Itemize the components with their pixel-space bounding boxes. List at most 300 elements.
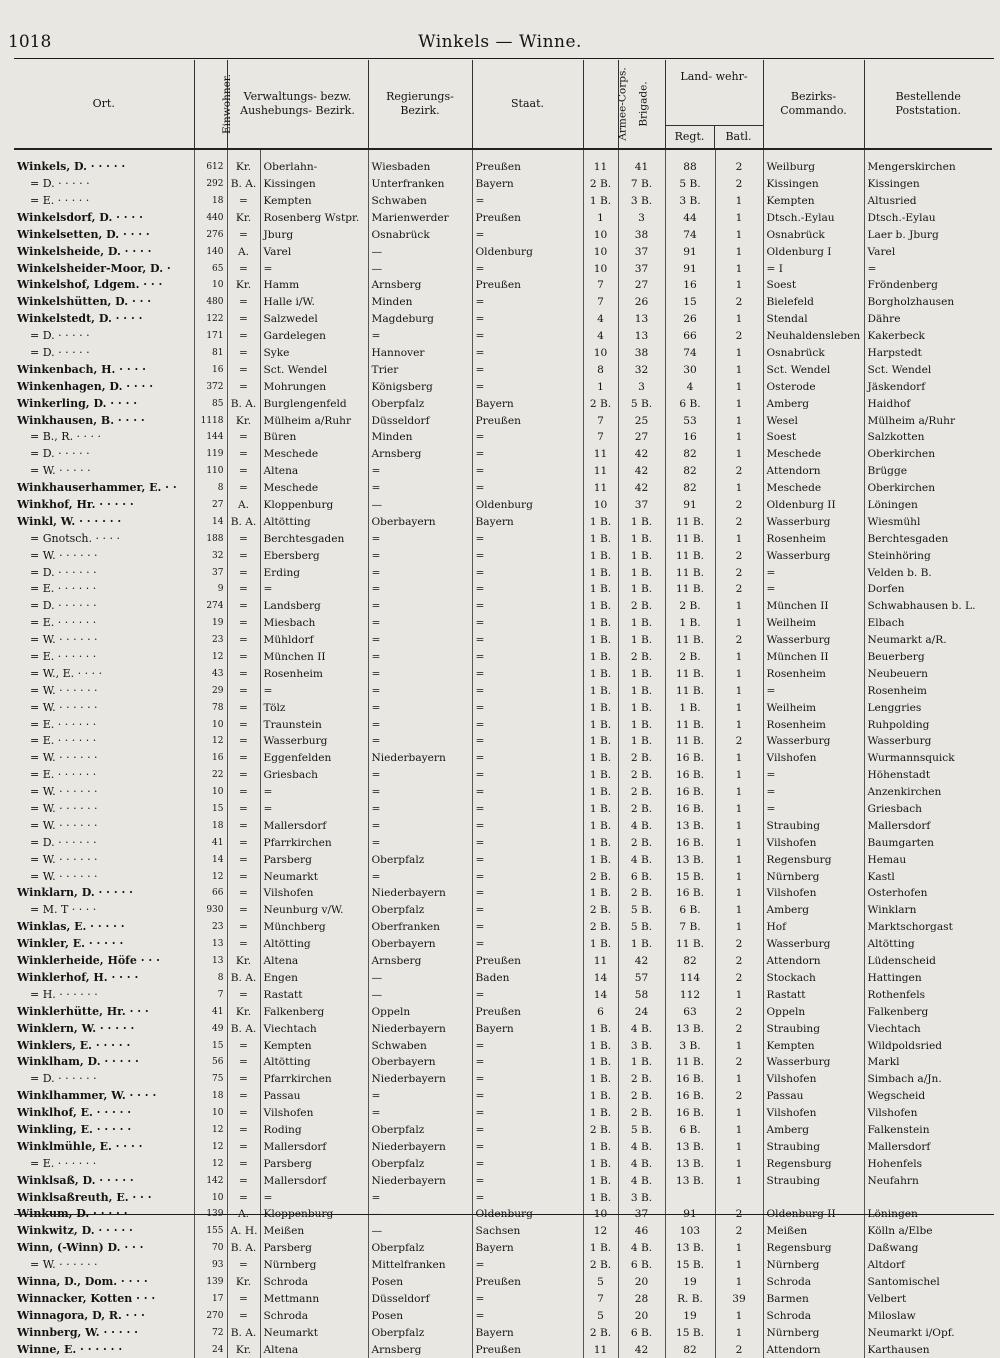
- table-row: [14, 784, 992, 801]
- cell-bezirkscommando: Soest: [763, 429, 864, 446]
- cell-verwaltung-art: =: [227, 1189, 260, 1206]
- cell-poststation: Borgholzhausen: [867, 296, 955, 309]
- table-row: [14, 1054, 992, 1071]
- table-row: [14, 1139, 992, 1156]
- cell-armee-corps: 1 B.: [583, 1139, 618, 1156]
- cell-brigade: 4 B.: [618, 818, 665, 835]
- cell-regierungsbezirk: Königsberg: [368, 379, 472, 396]
- cell-einwohner: 119: [194, 446, 227, 463]
- table-row: [14, 919, 992, 936]
- table-row: [14, 1037, 992, 1054]
- cell-landwehr-regt: 13 B.: [665, 852, 715, 869]
- cell-regierungsbezirk: Oberbayern: [368, 514, 472, 531]
- cell-poststation: Lenggries: [867, 701, 922, 714]
- cell-landwehr-batl: 1: [715, 227, 763, 244]
- cell-poststation: [864, 1189, 992, 1206]
- cell-landwehr-regt: 91: [665, 243, 715, 260]
- cell-staat: =: [472, 1257, 583, 1274]
- cell-staat: =: [472, 345, 583, 362]
- cell-ort: Winklhammer, W. · · · ·: [14, 1088, 194, 1105]
- cell-verwaltungsbezirk: Kempten: [260, 193, 368, 210]
- cell-armee-corps: 1 B.: [583, 1037, 618, 1054]
- cell-verwaltungsbezirk: Engen: [260, 970, 368, 987]
- cell-verwaltung-art: =: [227, 649, 260, 666]
- cell-poststation: Laer b. Jburg: [867, 228, 939, 241]
- table-row: [14, 1122, 992, 1139]
- cell-einwohner: 14: [194, 852, 227, 869]
- cell-ort: = W., E. · · · ·: [14, 666, 194, 683]
- cell-landwehr-regt: 91: [665, 497, 715, 514]
- cell-ort: = E. · · · · · ·: [14, 615, 194, 632]
- cell-landwehr-regt: 63: [665, 1004, 715, 1021]
- cell-landwehr-batl: 1: [715, 531, 763, 548]
- cell-einwohner: 171: [194, 328, 227, 345]
- cell-einwohner: 72: [194, 1324, 227, 1341]
- cell-poststation: Brügge: [867, 465, 908, 478]
- cell-einwohner: 29: [194, 683, 227, 700]
- cell-einwohner: 13: [194, 953, 227, 970]
- cell-staat: =: [472, 1189, 583, 1206]
- cell-ort: Winklern, W. · · · · ·: [14, 1020, 194, 1037]
- table-row: [14, 598, 992, 615]
- cell-poststation: Marktschorgast: [867, 921, 953, 934]
- cell-verwaltungsbezirk: Mallersdorf: [260, 1139, 368, 1156]
- cell-poststation: Harpstedt: [867, 346, 922, 359]
- cell-poststation: Kissingen: [867, 178, 920, 191]
- cell-ort: Winkl, W. · · · · · ·: [14, 514, 194, 531]
- cell-ort: Winkelshof, Ldgem. · · ·: [14, 277, 194, 294]
- cell-poststation: Kölln a/Elbe: [867, 1225, 933, 1238]
- cell-ort: = W. · · · · · ·: [14, 700, 194, 717]
- cell-einwohner: 440: [194, 210, 227, 227]
- cell-ort: Winkelsetten, D. · · · ·: [14, 227, 194, 244]
- cell-verwaltungsbezirk: Vilshofen: [260, 885, 368, 902]
- cell-einwohner: 43: [194, 666, 227, 683]
- cell-bezirkscommando: Vilshofen: [763, 1071, 864, 1088]
- cell-verwaltung-art: =: [227, 1054, 260, 1071]
- cell-brigade: 42: [618, 480, 665, 497]
- cell-poststation: Rothenfels: [867, 988, 926, 1001]
- cell-brigade: 1 B.: [618, 683, 665, 700]
- cell-bezirkscommando: Straubing: [763, 1139, 864, 1156]
- cell-poststation: Kakerbeck: [867, 330, 925, 343]
- table-row: [14, 835, 992, 852]
- cell-verwaltung-art: =: [227, 531, 260, 548]
- cell-armee-corps: 1 B.: [583, 581, 618, 598]
- cell-staat: =: [472, 531, 583, 548]
- cell-poststation: Rosenheim: [867, 684, 927, 697]
- cell-landwehr-batl: 1: [715, 767, 763, 784]
- cell-verwaltung-art: =: [227, 1139, 260, 1156]
- cell-staat: =: [472, 835, 583, 852]
- cell-ort: = D. · · · · ·: [14, 328, 194, 345]
- page-number: 1018: [8, 32, 52, 52]
- cell-regierungsbezirk: =: [368, 1088, 472, 1105]
- cell-regierungsbezirk: Wiesbaden: [368, 149, 472, 176]
- cell-landwehr-regt: 13 B.: [665, 818, 715, 835]
- cell-landwehr-regt: R. B.: [665, 1291, 715, 1308]
- table-row: [14, 1088, 992, 1105]
- cell-verwaltung-art: B. A.: [227, 970, 260, 987]
- cell-verwaltungsbezirk: Kloppenburg: [260, 1206, 368, 1223]
- cell-regierungsbezirk: —: [368, 243, 472, 260]
- cell-staat: =: [472, 750, 583, 767]
- cell-poststation: Neumarkt a/R.: [867, 634, 947, 647]
- cell-staat: =: [472, 1105, 583, 1122]
- cell-verwaltungsbezirk: Berchtesgaden: [260, 531, 368, 548]
- cell-einwohner: 139: [194, 1274, 227, 1291]
- cell-verwaltungsbezirk: Nürnberg: [260, 1257, 368, 1274]
- cell-brigade: 4 B.: [618, 1172, 665, 1189]
- cell-poststation: Höhenstadt: [867, 769, 931, 782]
- cell-verwaltung-art: =: [227, 1105, 260, 1122]
- table-row: [14, 362, 992, 379]
- cell-verwaltung-art: Kr.: [227, 1274, 260, 1291]
- cell-armee-corps: 11: [583, 149, 618, 176]
- cell-armee-corps: 1 B.: [583, 733, 618, 750]
- cell-poststation: Neufahrn: [867, 1174, 919, 1187]
- cell-armee-corps: 1 B.: [583, 1020, 618, 1037]
- cell-landwehr-regt: 13 B.: [665, 1172, 715, 1189]
- cell-armee-corps: 7: [583, 429, 618, 446]
- cell-poststation: Falkenstein: [867, 1123, 930, 1136]
- cell-landwehr-regt: 82: [665, 480, 715, 497]
- cell-landwehr-batl: 1: [715, 311, 763, 328]
- table-row: [14, 1240, 992, 1257]
- cell-verwaltungsbezirk: =: [260, 801, 368, 818]
- table-row: [14, 902, 992, 919]
- gazetteer-table: [14, 60, 992, 1358]
- cell-verwaltungsbezirk: Meschede: [260, 480, 368, 497]
- cell-staat: =: [472, 649, 583, 666]
- cell-verwaltungsbezirk: Münchberg: [260, 919, 368, 936]
- cell-landwehr-batl: 2: [715, 149, 763, 176]
- cell-armee-corps: 11: [583, 480, 618, 497]
- cell-regierungsbezirk: =: [368, 818, 472, 835]
- cell-bezirkscommando: Soest: [763, 277, 864, 294]
- cell-armee-corps: 1 B.: [583, 615, 618, 632]
- cell-armee-corps: 2 B.: [583, 1257, 618, 1274]
- cell-ort: Winklerhütte, Hr. · · ·: [14, 1004, 194, 1021]
- cell-ort: Winklsaß, D. · · · · ·: [14, 1172, 194, 1189]
- cell-landwehr-batl: 1: [715, 1071, 763, 1088]
- cell-bezirkscommando: Barmen: [763, 1291, 864, 1308]
- cell-poststation: Varel: [867, 245, 896, 258]
- cell-staat: =: [472, 564, 583, 581]
- cell-staat: =: [472, 1071, 583, 1088]
- cell-einwohner: 1118: [194, 412, 227, 429]
- cell-poststation: Hohenfels: [867, 1157, 923, 1170]
- cell-bezirkscommando: Vilshofen: [763, 835, 864, 852]
- cell-verwaltung-art: Kr.: [227, 953, 260, 970]
- cell-verwaltungsbezirk: Landsberg: [260, 598, 368, 615]
- cell-verwaltungsbezirk: Erding: [260, 564, 368, 581]
- cell-staat: =: [472, 227, 583, 244]
- cell-ort: = E. · · · · · ·: [14, 1156, 194, 1173]
- cell-poststation: Wurmannsquick: [867, 752, 955, 765]
- cell-landwehr-batl: 1: [715, 784, 763, 801]
- cell-armee-corps: 2 B.: [583, 919, 618, 936]
- cell-landwehr-batl: 2: [715, 1341, 763, 1358]
- top-rule: [14, 58, 994, 59]
- cell-landwehr-regt: 30: [665, 362, 715, 379]
- cell-bezirkscommando: =: [763, 564, 864, 581]
- cell-ort: Winkhauserhammer, E. · ·: [14, 480, 194, 497]
- cell-verwaltung-art: =: [227, 294, 260, 311]
- cell-armee-corps: 11: [583, 463, 618, 480]
- cell-landwehr-batl: 1: [715, 193, 763, 210]
- cell-ort: Winklers, E. · · · · ·: [14, 1037, 194, 1054]
- cell-ort: = W. · · · · · ·: [14, 784, 194, 801]
- cell-brigade: 2 B.: [618, 750, 665, 767]
- cell-verwaltungsbezirk: Viechtach: [260, 1020, 368, 1037]
- cell-verwaltung-art: =: [227, 700, 260, 717]
- cell-poststation: Beuerberg: [867, 651, 925, 664]
- cell-landwehr-regt: 1 B.: [665, 700, 715, 717]
- cell-brigade: 2 B.: [618, 801, 665, 818]
- cell-armee-corps: 1 B.: [583, 818, 618, 835]
- cell-landwehr-regt: 74: [665, 227, 715, 244]
- cell-poststation: Altdorf: [867, 1259, 905, 1272]
- cell-brigade: 37: [618, 243, 665, 260]
- cell-staat: Preußen: [472, 149, 583, 176]
- cell-verwaltung-art: =: [227, 784, 260, 801]
- cell-brigade: 4 B.: [618, 852, 665, 869]
- table-row: [14, 1004, 992, 1021]
- cell-verwaltung-art: =: [227, 379, 260, 396]
- cell-verwaltung-art: =: [227, 1037, 260, 1054]
- cell-bezirkscommando: Meschede: [763, 480, 864, 497]
- cell-verwaltungsbezirk: Meißen: [260, 1223, 368, 1240]
- cell-poststation: Altötting: [867, 938, 915, 951]
- cell-staat: =: [472, 868, 583, 885]
- cell-regierungsbezirk: =: [368, 1105, 472, 1122]
- cell-bezirkscommando: Wesel: [763, 412, 864, 429]
- cell-regierungsbezirk: Arnsberg: [368, 277, 472, 294]
- cell-landwehr-regt: 1 B.: [665, 615, 715, 632]
- cell-landwehr-batl: 1: [715, 345, 763, 362]
- cell-landwehr-batl: 2: [715, 514, 763, 531]
- cell-landwehr-regt: 114: [665, 970, 715, 987]
- cell-brigade: 24: [618, 1004, 665, 1021]
- cell-bezirkscommando: München II: [763, 598, 864, 615]
- cell-landwehr-regt: 6 B.: [665, 902, 715, 919]
- cell-staat: =: [472, 1291, 583, 1308]
- cell-verwaltung-art: B. A.: [227, 514, 260, 531]
- table-row: [14, 429, 992, 446]
- cell-verwaltung-art: =: [227, 1291, 260, 1308]
- cell-landwehr-regt: 13 B.: [665, 1139, 715, 1156]
- cell-landwehr-batl: 2: [715, 953, 763, 970]
- cell-landwehr-batl: 1: [715, 1156, 763, 1173]
- cell-landwehr-regt: 16 B.: [665, 767, 715, 784]
- cell-landwehr-regt: 74: [665, 345, 715, 362]
- table-row: [14, 953, 992, 970]
- cell-verwaltungsbezirk: Traunstein: [260, 716, 368, 733]
- cell-bezirkscommando: Stockach: [763, 970, 864, 987]
- cell-landwehr-batl: 1: [715, 395, 763, 412]
- cell-verwaltungsbezirk: Schroda: [260, 1274, 368, 1291]
- cell-einwohner: 15: [194, 1037, 227, 1054]
- cell-landwehr-regt: 91: [665, 260, 715, 277]
- cell-einwohner: 49: [194, 1020, 227, 1037]
- cell-ort: Winkenhagen, D. · · · ·: [14, 379, 194, 396]
- table-row: [14, 243, 992, 260]
- cell-landwehr-batl: 2: [715, 936, 763, 953]
- cell-staat: =: [472, 632, 583, 649]
- cell-ort: Winkhausen, B. · · · ·: [14, 412, 194, 429]
- cell-armee-corps: 1: [583, 379, 618, 396]
- cell-brigade: 2 B.: [618, 598, 665, 615]
- cell-einwohner: 19: [194, 615, 227, 632]
- cell-verwaltungsbezirk: Altena: [260, 953, 368, 970]
- cell-landwehr-regt: 11 B.: [665, 733, 715, 750]
- cell-brigade: 20: [618, 1274, 665, 1291]
- running-header: [0, 30, 1000, 52]
- cell-regierungsbezirk: Schwaben: [368, 193, 472, 210]
- cell-verwaltungsbezirk: =: [260, 260, 368, 277]
- cell-regierungsbezirk: =: [368, 683, 472, 700]
- table-row: [14, 260, 992, 277]
- cell-regierungsbezirk: =: [368, 649, 472, 666]
- cell-regierungsbezirk: =: [368, 801, 472, 818]
- cell-armee-corps: 7: [583, 277, 618, 294]
- cell-staat: Preußen: [472, 210, 583, 227]
- cell-landwehr-regt: 53: [665, 412, 715, 429]
- cell-bezirkscommando: Straubing: [763, 1172, 864, 1189]
- cell-poststation: Falkenberg: [867, 1005, 929, 1018]
- cell-landwehr-regt: [665, 1189, 715, 1206]
- cell-brigade: 37: [618, 1206, 665, 1223]
- cell-verwaltung-art: =: [227, 193, 260, 210]
- cell-ort: = W. · · · · ·: [14, 463, 194, 480]
- cell-verwaltung-art: =: [227, 987, 260, 1004]
- cell-ort: Winkels, D. · · · · ·: [14, 149, 194, 176]
- cell-bezirkscommando: Straubing: [763, 1020, 864, 1037]
- cell-landwehr-batl: 1: [715, 1308, 763, 1325]
- cell-landwehr-batl: 1: [715, 412, 763, 429]
- cell-poststation: Baumgarten: [867, 836, 934, 849]
- cell-landwehr-regt: 7 B.: [665, 919, 715, 936]
- table-row: [14, 666, 992, 683]
- cell-staat: =: [472, 852, 583, 869]
- cell-ort: Winkerling, D. · · · ·: [14, 395, 194, 412]
- table-row: [14, 227, 992, 244]
- col-regierungsbezirk: Regierungs- Bezirk.: [368, 60, 472, 149]
- cell-ort: = W. · · · · · ·: [14, 868, 194, 885]
- cell-brigade: 6 B.: [618, 1324, 665, 1341]
- cell-landwehr-batl: 2: [715, 463, 763, 480]
- cell-landwehr-batl: 2: [715, 176, 763, 193]
- cell-verwaltung-art: A.: [227, 243, 260, 260]
- table-row: [14, 210, 992, 227]
- cell-bezirkscommando: Oldenburg II: [763, 497, 864, 514]
- cell-ort: = D. · · · · · ·: [14, 835, 194, 852]
- cell-staat: Preußen: [472, 412, 583, 429]
- cell-poststation: Dorfen: [867, 583, 905, 596]
- cell-verwaltung-art: =: [227, 598, 260, 615]
- cell-regierungsbezirk: =: [368, 531, 472, 548]
- cell-landwehr-batl: 2: [715, 1223, 763, 1240]
- cell-brigade: 1 B.: [618, 547, 665, 564]
- cell-armee-corps: 2 B.: [583, 176, 618, 193]
- cell-verwaltungsbezirk: Ebersberg: [260, 547, 368, 564]
- cell-staat: =: [472, 379, 583, 396]
- cell-staat: =: [472, 547, 583, 564]
- cell-bezirkscommando: Amberg: [763, 902, 864, 919]
- cell-landwehr-batl: 2: [715, 632, 763, 649]
- table-row: [14, 149, 992, 176]
- cell-staat: =: [472, 818, 583, 835]
- cell-landwehr-batl: 1: [715, 987, 763, 1004]
- cell-ort: = W. · · · · · ·: [14, 632, 194, 649]
- cell-brigade: 42: [618, 1341, 665, 1358]
- cell-verwaltungsbezirk: Pfarrkirchen: [260, 1071, 368, 1088]
- cell-brigade: 1 B.: [618, 1054, 665, 1071]
- cell-ort: Winkhof, Hr. · · · · ·: [14, 497, 194, 514]
- cell-landwehr-batl: 2: [715, 294, 763, 311]
- cell-staat: Bayern: [472, 1020, 583, 1037]
- cell-verwaltungsbezirk: Büren: [260, 429, 368, 446]
- cell-regierungsbezirk: =: [368, 716, 472, 733]
- cell-verwaltungsbezirk: =: [260, 581, 368, 598]
- cell-einwohner: 139: [194, 1206, 227, 1223]
- cell-bezirkscommando: Nürnberg: [763, 1257, 864, 1274]
- cell-verwaltungsbezirk: Altötting: [260, 1054, 368, 1071]
- cell-armee-corps: 1 B.: [583, 564, 618, 581]
- cell-armee-corps: 10: [583, 497, 618, 514]
- cell-landwehr-batl: 2: [715, 733, 763, 750]
- cell-ort: = W. · · · · · ·: [14, 801, 194, 818]
- cell-brigade: 38: [618, 227, 665, 244]
- cell-armee-corps: 1 B.: [583, 1189, 618, 1206]
- table-row: [14, 514, 992, 531]
- cell-einwohner: 12: [194, 868, 227, 885]
- cell-ort: Winklerheide, Höfe · · ·: [14, 953, 194, 970]
- cell-verwaltung-art: A.: [227, 497, 260, 514]
- table-row: [14, 395, 992, 412]
- cell-landwehr-batl: 2: [715, 1004, 763, 1021]
- cell-landwehr-regt: 5 B.: [665, 176, 715, 193]
- table-row: [14, 1156, 992, 1173]
- cell-bezirkscommando: Rosenheim: [763, 531, 864, 548]
- cell-einwohner: 612: [194, 149, 227, 176]
- cell-verwaltungsbezirk: Altena: [260, 463, 368, 480]
- header-row: [14, 60, 992, 149]
- cell-poststation: Neumarkt i/Opf.: [867, 1326, 955, 1339]
- cell-brigade: 46: [618, 1223, 665, 1240]
- cell-verwaltung-art: =: [227, 716, 260, 733]
- cell-landwehr-batl: 1: [715, 1257, 763, 1274]
- cell-armee-corps: 11: [583, 1341, 618, 1358]
- cell-brigade: 3: [618, 379, 665, 396]
- cell-verwaltung-art: =: [227, 311, 260, 328]
- cell-regierungsbezirk: Magdeburg: [368, 311, 472, 328]
- cell-einwohner: 75: [194, 1071, 227, 1088]
- cell-ort: = D. · · · · ·: [14, 345, 194, 362]
- cell-regierungsbezirk: Niederbayern: [368, 1071, 472, 1088]
- cell-landwehr-regt: 6 B.: [665, 395, 715, 412]
- cell-bezirkscommando: Oldenburg I: [763, 243, 864, 260]
- cell-verwaltungsbezirk: Schroda: [260, 1308, 368, 1325]
- table-row: [14, 345, 992, 362]
- cell-verwaltung-art: =: [227, 345, 260, 362]
- cell-poststation: Vilshofen: [867, 1107, 918, 1120]
- col-poststation: Bestellende Poststation.: [864, 60, 992, 149]
- cell-einwohner: 81: [194, 345, 227, 362]
- cell-bezirkscommando: Regensburg: [763, 1156, 864, 1173]
- cell-staat: =: [472, 260, 583, 277]
